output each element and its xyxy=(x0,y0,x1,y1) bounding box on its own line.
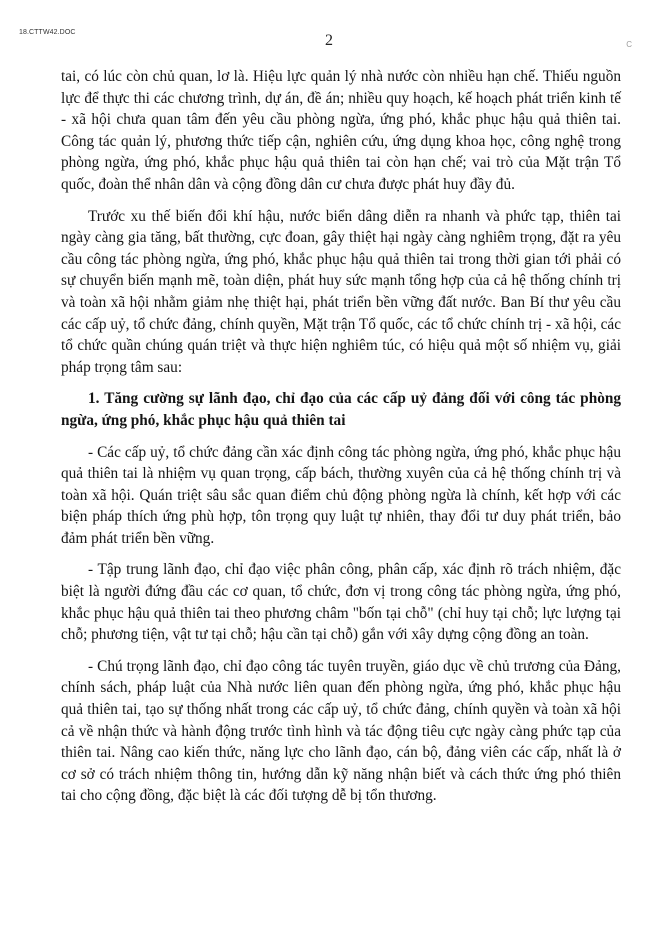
section-heading-1: 1. Tăng cường sự lãnh đạo, chỉ đạo của các cấp uỷ đảng đối với công tác phòng ngừa, ứng phó, khắc phục hậu quả thiên tai xyxy=(61,390,621,429)
paragraph-item-2: - Tập trung lãnh đạo, chỉ đạo việc phân công, phân cấp, xác định rõ trách nhiệm, đặc biệt là người đứng đầu các cơ quan, tổ chức, đơn vị trong công tác phòng ngừa, ứng phó, khắc phục hậu quả thiên tai theo phương châm "bốn tại chỗ" (chỉ huy tại chỗ; lực lượng tại chỗ; phương tiện, vật tư tại chỗ; hậu cần tại chỗ) gắn với xây dựng cộng đồng an toàn. xyxy=(61,561,621,644)
paragraph-item-1: - Các cấp uỷ, tổ chức đảng cần xác định công tác phòng ngừa, ứng phó, khắc phục hậu quả thiên tai là nhiệm vụ quan trọng, cấp bách, thường xuyên của cả hệ thống chính trị và toàn xã hội. Quán triệt sâu sắc quan điểm chủ động phòng ngừa là chính, kết hợp với các biện pháp thích ứng phù hợp, tôn trọng quy luật tự nhiên, thay đổi tư duy phát triển, bảo đảm phát triển bền vững. xyxy=(61,443,621,547)
paragraph-continuation: tai, có lúc còn chủ quan, lơ là. Hiệu lực quản lý nhà nước còn nhiều hạn chế. Thiếu nguồn lực để thực thi các chương trình, dự án, đề án; nhiều quy hoạch, kế hoạch phát triển kinh tế - xã hội chưa quan tâm đến yêu cầu phòng ngừa, ứng phó, khắc phục hậu quả thiên tai. Công tác quản lý, phương thức tiếp cận, nghiên cứu, ứng dụng khoa học, công nghệ trong phòng ngừa, ứng phó, khắc phục hậu quả thiên tai còn hạn chế; vai trò của Mặt trận Tổ quốc, đoàn thể nhân dân và cộng đồng dân cư chưa được phát huy đầy đủ. xyxy=(61,68,621,193)
paragraph-context: Trước xu thế biến đổi khí hậu, nước biển dâng diễn ra nhanh và phức tạp, thiên tai ngày càng gia tăng, bất thường, cực đoan, gây thiệt hại ngày càng nghiêm trọng, đặt ra yêu cầu công tác phòng ngừa, ứng phó, khắc phục hậu quả thiên tai trong thời gian tới phải có sự chuyển biến mạnh mẽ, toàn diện, phát huy sức mạnh tổng hợp của cả hệ thống chính trị và toàn xã hội nhằm giảm nhẹ thiệt hại, phát triển bền vững đất nước. Ban Bí thư yêu cầu các cấp uỷ, tổ chức đảng, chính quyền, Mặt trận Tổ quốc, các tổ chức chính trị - xã hội, các tổ chức quần chúng quán triệt và thực hiện nghiêm túc, có hiệu quả một số nhiệm vụ, giải pháp trọng tâm sau: xyxy=(61,207,621,376)
document-code: 18.CTTW42.DOC xyxy=(19,29,76,36)
page-number: 2 xyxy=(325,32,333,49)
document-body xyxy=(61,66,621,817)
paragraph-item-3: - Chú trọng lãnh đạo, chỉ đạo công tác tuyên truyền, giáo dục về chủ trương của Đảng, chính sách, pháp luật của Nhà nước liên quan đến phòng ngừa, ứng phó, khắc phục hậu quả thiên tai, tạo sự thống nhất trong các cấp uỷ, tổ chức đảng, chính quyền và toàn xã hội cả về nhận thức và hành động trước tình hình và tác động tiêu cực ngày càng phức tạp của thiên tai. Nâng cao kiến thức, năng lực cho lãnh đạo, cán bộ, đảng viên các cấp, nhất là ở cơ sở có trách nhiệm thông tin, hướng dẫn kỹ năng nhận biết và cách thức ứng phó thiên tai cho cộng đồng, đặc biệt là các đối tượng dễ bị tổn thương. xyxy=(61,657,621,805)
corner-mark: C xyxy=(626,40,632,49)
